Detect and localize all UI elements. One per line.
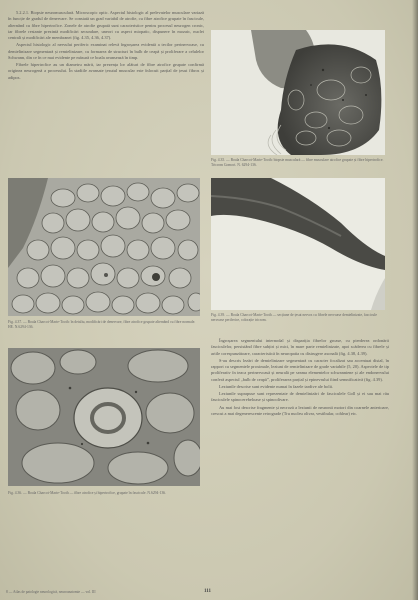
- figure-4-39-photo: [211, 178, 385, 310]
- figure-4-36-photo: [8, 348, 200, 486]
- paragraph: S-au descris lezări de demielinizare segmentară cu caracter focalizat sau accentuat distal, în rapport cu segmentele proximale, leziuni de remielinizare de grade variabile (5, 20). Aspectele de tip proliferativ în teaca perinervoasă și neurală pe seama elementelor schwanniene și ale endonervului conferă aspectul „bulb de ceapă”, proliferarea parțial și epinevrului fiind semnificativă (fig. 4.39).: [211, 357, 389, 382]
- figure-4-35-photo: [211, 30, 385, 155]
- paragraph: Îngroșarea segmentului internodal și dispariția fibrelor groase, cu pierderea ordonării fasciculelor, persistând fibre subțiri și mici, în mare parte remielinizate, apoi scăderea cu fibrele și ariile corespunzătoare, caracteristică în neuropatia cu distrugere axonală (fig. 4.38, 4.39).: [211, 338, 389, 356]
- muscle-tissue-micrograph: [211, 30, 385, 155]
- figure-4-37-photo: [8, 178, 200, 316]
- paragraph: Fibrele hipertrofice au un diametru mărit, iar prezența lor alături de fibre atrofice grupate confirmă originea neurogenă a procesului. În stadiile avansate țesutul muscular este înlocuit parțial de țesut fibros și adipos.: [8, 62, 204, 80]
- hypertrophic-fibers-micrograph: [8, 348, 200, 486]
- page-footer: [6, 590, 412, 594]
- footer-running-title: 8 — Atlas de patologie neurologică, neuroanatomie — vol. III: [6, 590, 96, 594]
- paragraph: Aspectul histologic al nervului periferic examinat relevă îngroșarea evidentă a tecilor perinervoase, cu demielinizare segmentară și remielinizare, cu formarea de structuri în bulb de ceapă și proliferare a celulelor Schwann, din ce în ce mai evidente pe măsură ce boala avansează în timp.: [8, 42, 204, 60]
- page-number: 111: [204, 589, 211, 594]
- paragraph: Au mai fost descrise fragmente și necroză a leziunii de neuronii motori din coarnele anterioare, crescut a mai degenerescente retrograde (Tru nucleu olivar, vestibular, cohlear) etc.: [211, 404, 389, 416]
- figure-4-39-caption: Fig. 4.39. — Boala Charcot-Marie-Tooth — secțiune de țesut nervos cu fibrele nervoase demielinizate, fascicule nervoase periferice, colorație tricrom.: [211, 313, 378, 322]
- muscle-fibers-micrograph: [8, 178, 200, 316]
- right-text-block: [211, 338, 389, 560]
- page-edge-shadow: [412, 0, 418, 600]
- figure-4-36-caption: Fig. 4.36. — Boala Charcot-Marie-Tooth — fibre atrofice și hipertrofice, grupate în fascicule. N.6294-136.: [8, 491, 167, 495]
- figure-4-37-caption: Fig. 4.37. — Boala Charcot-Marie-Tooth: în detaliu, modificări de denervare, fibre atrofice grupate alternând cu fibre normale. HE. N.6294-136.: [8, 320, 196, 329]
- paragraph: Leziunile descrise sunt evidente numai în fazele tardive ale bolii.: [219, 383, 334, 389]
- top-text-block: [8, 10, 204, 175]
- paragraph: Leziunile suprapuse sunt reprezentate de demielinizări de fasciculele Goll și ei sau mai rău fasciculele spinocerebeloase și spinoolivare.: [211, 391, 389, 403]
- paragraph: 5.2.2.1. Biopsie neuromusculară. Microscopic optic. Aspectul histologic al prelevatelor musculare variază în funcție de gradul de denervare. Se constată un grad variabil de atrofie, cu fibre atrofice grupate în fascicule, alternând cu fibre hipertrofice. Zonele de atrofie grupată sunt caracteristice pentru procesul neurogen cronic, iar fibrele restante prezintă modificări secundare, uneori cu aspect miopatic, dispunere în mozaic, nuclei centrali și modificări ale membranei (fig. 4.35, 4.36, 4.37).: [8, 10, 204, 40]
- nerve-section-micrograph: [211, 178, 385, 310]
- figure-4-35-caption: Fig. 4.35. — Boala Charcot-Marie-Tooth: biopsie musculară — fibre musculare atrofice grupate și fibre hipertrofice. Tricrom Gomori. N. 6294-136.: [211, 158, 384, 167]
